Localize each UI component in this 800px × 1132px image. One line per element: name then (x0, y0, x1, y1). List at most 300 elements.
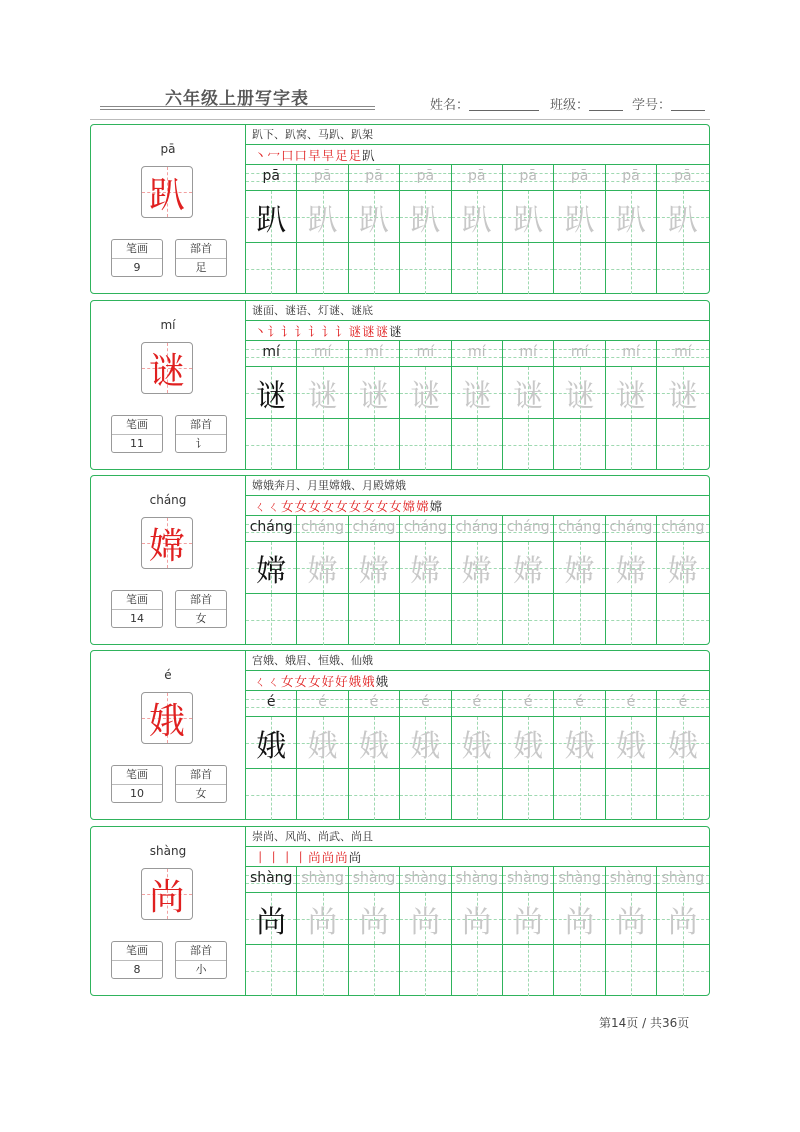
char-display: 尚 (148, 876, 185, 918)
practice-char: 娥 (667, 728, 698, 764)
practice-cell[interactable] (657, 341, 708, 470)
practice-char: 趴 (461, 202, 492, 238)
practice-char: 谜 (358, 378, 389, 414)
practice-char: 谜 (667, 378, 698, 414)
practice-pinyin: shàng (301, 870, 344, 886)
practice-grid (246, 867, 709, 996)
stroke-count-box (111, 941, 163, 979)
stroke-step: ㄑ (254, 674, 268, 689)
practice-char: 尚 (615, 904, 646, 940)
char-info-panel (91, 827, 246, 995)
stroke-step: 丶 (254, 148, 268, 163)
blank-writing-cell[interactable] (246, 419, 296, 470)
stroke-step: 丨 (281, 850, 295, 865)
practice-char: 谜 (410, 378, 441, 414)
practice-pinyin: shàng (661, 870, 705, 886)
stroke-final: 嫦 (429, 499, 444, 514)
blank-writing-cell[interactable] (349, 594, 399, 645)
blank-writing-cell[interactable] (349, 419, 399, 470)
stroke-count-value: 8 (133, 963, 141, 976)
practice-pinyin: é (266, 694, 276, 710)
practice-cell[interactable] (297, 867, 348, 996)
practice-char: 趴 (513, 202, 544, 238)
stroke-step: 口 (281, 148, 295, 163)
practice-cell[interactable] (606, 341, 657, 470)
page-title: 六年级上册写字表 (165, 89, 309, 109)
blank-writing-cell[interactable] (246, 945, 296, 996)
class-field[interactable] (550, 94, 623, 113)
stroke-step: 娥 (348, 674, 363, 689)
practice-char: 嫦 (513, 553, 544, 589)
practice-cell[interactable] (349, 691, 400, 820)
blank-writing-cell[interactable] (503, 945, 553, 996)
stroke-count-value: 9 (133, 261, 141, 274)
blank-writing-cell[interactable] (246, 243, 296, 294)
stroke-step: 尚 (308, 850, 322, 865)
stroke-step: 讠 (281, 324, 295, 339)
blank-writing-cell[interactable] (606, 594, 656, 645)
practice-cell[interactable] (606, 691, 657, 820)
stroke-step: 好 (321, 674, 336, 689)
practice-pinyin: mí (519, 344, 537, 360)
blank-writing-cell[interactable] (503, 243, 553, 294)
practice-pinyin: cháng (661, 519, 705, 535)
practice-cell[interactable] (297, 165, 348, 294)
practice-pinyin: cháng (455, 519, 499, 535)
char-display: 趴 (148, 174, 185, 216)
practice-cell[interactable] (246, 867, 297, 996)
blank-writing-cell[interactable] (400, 419, 450, 470)
blank-writing-cell[interactable] (452, 419, 502, 470)
char-display: 嫦 (148, 525, 185, 567)
practice-cell[interactable] (400, 867, 451, 996)
practice-cell[interactable] (657, 691, 708, 820)
practice-cell[interactable] (452, 341, 503, 470)
stroke-step: 冖 (267, 148, 282, 163)
practice-grid (246, 341, 709, 470)
char-pinyin: cháng (149, 493, 187, 507)
blank-writing-cell[interactable] (606, 419, 656, 470)
stroke-step: ㄑ (267, 499, 282, 514)
stroke-step: 好 (335, 674, 349, 689)
practice-pinyin: pā (674, 168, 692, 184)
blank-writing-cell[interactable] (554, 769, 604, 820)
practice-char: 尚 (307, 904, 338, 940)
practice-cell[interactable] (503, 165, 554, 294)
blank-writing-cell[interactable] (657, 769, 708, 820)
practice-cell[interactable] (297, 691, 348, 820)
practice-cell[interactable] (606, 516, 657, 645)
blank-writing-cell[interactable] (503, 769, 553, 820)
practice-pinyin: shàng (609, 870, 653, 886)
stroke-step: 女 (281, 674, 295, 689)
practice-cell[interactable] (554, 341, 605, 470)
blank-writing-cell[interactable] (400, 769, 450, 820)
blank-writing-cell[interactable] (297, 945, 347, 996)
stroke-step: 讠 (294, 324, 309, 339)
practice-cell[interactable] (657, 165, 708, 294)
practice-char: 尚 (256, 904, 287, 940)
student-id-field[interactable] (632, 94, 705, 113)
practice-pinyin: cháng (403, 519, 447, 535)
practice-cell[interactable] (657, 516, 708, 645)
practice-char: 尚 (410, 904, 441, 940)
radical-value: 女 (195, 612, 207, 625)
practice-grid (246, 691, 709, 820)
blank-writing-cell[interactable] (452, 594, 502, 645)
blank-writing-cell[interactable] (606, 769, 656, 820)
radical-box (175, 590, 227, 628)
practice-cell[interactable] (400, 516, 451, 645)
practice-cell[interactable] (452, 516, 503, 645)
class-label: 班级： (550, 98, 590, 113)
practice-char: 嫦 (410, 553, 441, 589)
practice-pinyin: cháng (609, 519, 653, 535)
practice-char: 尚 (461, 904, 492, 940)
practice-panel (246, 476, 709, 644)
practice-pinyin: mí (674, 344, 692, 360)
practice-cell[interactable] (657, 867, 708, 996)
stroke-step: 早 (321, 148, 336, 163)
practice-char: 趴 (256, 202, 287, 238)
practice-panel (246, 827, 709, 995)
practice-char: 嫦 (667, 553, 698, 589)
practice-pinyin: mí (622, 344, 640, 360)
radical-box (175, 415, 227, 453)
radical-label: 部首 (176, 591, 226, 610)
blank-writing-cell[interactable] (400, 243, 450, 294)
practice-pinyin: shàng (506, 870, 550, 886)
practice-cell[interactable] (554, 165, 605, 294)
name-blank[interactable] (469, 98, 539, 111)
stroke-step: 女 (348, 499, 363, 514)
char-display-box (141, 517, 193, 569)
practice-cell[interactable] (297, 341, 348, 470)
practice-cell[interactable] (452, 867, 503, 996)
stroke-step: 女 (321, 499, 336, 514)
stroke-step: 讠 (335, 324, 349, 339)
stroke-count-label: 笔画 (112, 766, 162, 785)
practice-pinyin: cháng (352, 519, 396, 535)
practice-cell[interactable] (503, 691, 554, 820)
practice-cell[interactable] (606, 867, 657, 996)
stroke-count-label: 笔画 (112, 416, 162, 435)
blank-writing-cell[interactable] (297, 769, 347, 820)
page-number: 第14页 / 共36页 (599, 1016, 690, 1030)
practice-char: 尚 (358, 904, 389, 940)
practice-cell[interactable] (400, 341, 451, 470)
char-display-box (141, 166, 193, 218)
practice-pinyin: mí (416, 344, 435, 360)
blank-writing-cell[interactable] (554, 243, 604, 294)
practice-cell[interactable] (246, 165, 297, 294)
blank-writing-cell[interactable] (657, 594, 708, 645)
title-underline (100, 106, 375, 107)
blank-writing-cell[interactable] (297, 243, 347, 294)
stroke-step: 女 (308, 499, 322, 514)
practice-char: 嫦 (307, 553, 338, 589)
stroke-count-value: 11 (130, 437, 144, 450)
radical-box (175, 941, 227, 979)
blank-writing-cell[interactable] (657, 243, 708, 294)
practice-cell[interactable] (349, 341, 400, 470)
blank-writing-cell[interactable] (606, 243, 656, 294)
blank-writing-cell[interactable] (297, 594, 347, 645)
stroke-count-box (111, 590, 163, 628)
stroke-step: 足 (335, 148, 349, 163)
blank-writing-cell[interactable] (349, 243, 399, 294)
blank-writing-cell[interactable] (400, 945, 450, 996)
char-display-box (141, 342, 193, 394)
practice-pinyin: é (318, 694, 327, 710)
stroke-step: 讠 (308, 324, 322, 339)
char-pinyin: shàng (149, 844, 187, 858)
stroke-step: 女 (294, 674, 309, 689)
stroke-step: 讠 (267, 324, 282, 339)
practice-pinyin: shàng (558, 870, 601, 886)
practice-cell[interactable] (503, 516, 554, 645)
example-words: 趴下、趴窝、马趴、趴架 (246, 125, 709, 145)
stroke-order-row (246, 847, 709, 867)
practice-char: 娥 (513, 728, 544, 764)
practice-cell[interactable] (246, 341, 297, 470)
stroke-step: 尚 (321, 850, 336, 865)
stroke-step: 女 (362, 499, 376, 514)
practice-pinyin: pā (262, 168, 280, 184)
stroke-step: 谜 (348, 324, 363, 339)
stroke-order-row (246, 145, 709, 165)
stroke-step: 女 (281, 499, 295, 514)
practice-char: 趴 (564, 202, 595, 238)
stroke-final: 尚 (348, 850, 363, 865)
practice-pinyin: pā (519, 168, 537, 184)
practice-pinyin: mí (262, 344, 280, 360)
practice-char: 趴 (307, 202, 338, 238)
practice-char: 娥 (564, 728, 595, 764)
example-words: 嫦娥奔月、月里嫦娥、月殿嫦娥 (246, 476, 709, 496)
practice-pinyin: cháng (301, 519, 345, 535)
practice-char: 谜 (513, 378, 544, 414)
name-field[interactable] (430, 94, 539, 113)
practice-char: 尚 (564, 904, 595, 940)
blank-writing-cell[interactable] (246, 594, 296, 645)
practice-char: 娥 (461, 728, 492, 764)
practice-char: 趴 (667, 202, 698, 238)
char-display: 谜 (148, 350, 185, 392)
practice-cell[interactable] (400, 165, 451, 294)
char-pinyin: pā (160, 142, 176, 156)
stroke-step: 足 (348, 148, 363, 163)
stroke-count-box (111, 765, 163, 803)
radical-box (175, 765, 227, 803)
blank-writing-cell[interactable] (400, 594, 450, 645)
blank-writing-cell[interactable] (349, 769, 399, 820)
stroke-count-label: 笔画 (112, 240, 162, 259)
radical-value: 讠 (195, 437, 207, 450)
char-info-panel (91, 476, 246, 644)
stroke-count-value: 10 (130, 787, 144, 800)
stroke-step: 丨 (254, 850, 268, 865)
practice-char: 趴 (615, 202, 646, 238)
header-divider (90, 119, 710, 120)
practice-cell[interactable] (452, 691, 503, 820)
blank-writing-cell[interactable] (452, 945, 502, 996)
practice-char: 嫦 (461, 553, 492, 589)
practice-pinyin: é (369, 694, 379, 710)
practice-pinyin: é (472, 694, 482, 710)
blank-writing-cell[interactable] (503, 594, 553, 645)
char-card (90, 124, 710, 294)
radical-value: 足 (195, 261, 207, 274)
practice-pinyin: shàng (352, 870, 396, 886)
practice-pinyin: mí (365, 344, 383, 360)
practice-pinyin: é (626, 694, 636, 710)
blank-writing-cell[interactable] (554, 594, 604, 645)
stroke-order-row (246, 321, 709, 341)
blank-writing-cell[interactable] (554, 945, 604, 996)
radical-label: 部首 (176, 942, 226, 961)
stroke-step: ㄑ (254, 499, 268, 514)
char-display: 娥 (148, 700, 185, 742)
blank-writing-cell[interactable] (246, 769, 296, 820)
practice-pinyin: é (523, 694, 533, 710)
practice-char: 谜 (461, 378, 492, 414)
blank-writing-cell[interactable] (452, 769, 502, 820)
practice-char: 娥 (307, 728, 338, 764)
practice-pinyin: cháng (249, 519, 293, 535)
blank-writing-cell[interactable] (452, 243, 502, 294)
practice-cell[interactable] (400, 691, 451, 820)
stroke-final: 娥 (375, 674, 390, 689)
practice-char: 趴 (410, 202, 441, 238)
practice-cell[interactable] (606, 165, 657, 294)
practice-char: 娥 (615, 728, 646, 764)
practice-pinyin: mí (468, 344, 486, 360)
char-display-box (141, 868, 193, 920)
practice-cell[interactable] (349, 867, 400, 996)
student-id-label: 学号： (632, 98, 672, 113)
char-card (90, 826, 710, 996)
stroke-step: 尚 (335, 850, 349, 865)
blank-writing-cell[interactable] (657, 419, 708, 470)
practice-pinyin: shàng (249, 870, 293, 886)
practice-cell[interactable] (554, 867, 605, 996)
char-card (90, 300, 710, 470)
practice-char: 嫦 (256, 553, 287, 589)
blank-writing-cell[interactable] (503, 419, 553, 470)
practice-char: 娥 (410, 728, 441, 764)
radical-box (175, 239, 227, 277)
practice-pinyin: pā (570, 168, 589, 184)
char-display-box (141, 692, 193, 744)
practice-grid (246, 516, 709, 645)
practice-pinyin: cháng (558, 519, 602, 535)
practice-cell[interactable] (554, 516, 605, 645)
radical-value: 女 (195, 787, 207, 800)
stroke-step: 讠 (321, 324, 336, 339)
practice-char: 娥 (358, 728, 389, 764)
practice-cell[interactable] (452, 165, 503, 294)
title-underline-2 (100, 109, 375, 110)
stroke-count-box (111, 415, 163, 453)
stroke-step: 女 (389, 499, 403, 514)
stroke-step: 嫦 (416, 499, 430, 514)
blank-writing-cell[interactable] (657, 945, 708, 996)
stroke-step: 女 (294, 499, 309, 514)
practice-cell[interactable] (246, 691, 297, 820)
practice-cell[interactable] (554, 691, 605, 820)
char-pinyin: é (164, 668, 172, 682)
practice-cell[interactable] (246, 516, 297, 645)
practice-char: 谜 (564, 378, 595, 414)
char-info-panel (91, 125, 246, 293)
class-blank[interactable] (589, 98, 623, 111)
stroke-final: 趴 (362, 148, 376, 163)
char-card (90, 650, 710, 820)
practice-char: 尚 (667, 904, 698, 940)
blank-writing-cell[interactable] (349, 945, 399, 996)
stroke-order-row (246, 671, 709, 691)
blank-writing-cell[interactable] (554, 419, 604, 470)
stroke-final: 谜 (389, 324, 403, 339)
practice-cell[interactable] (349, 165, 400, 294)
practice-pinyin: shàng (404, 870, 447, 886)
student-id-blank[interactable] (671, 98, 705, 111)
example-words: 崇尚、风尚、尚武、尚且 (246, 827, 709, 847)
radical-label: 部首 (176, 766, 226, 785)
practice-char: 娥 (256, 728, 287, 764)
stroke-step: 丶 (254, 324, 268, 339)
stroke-step: 谜 (362, 324, 376, 339)
stroke-step: ㄑ (267, 674, 282, 689)
practice-pinyin: pā (468, 168, 486, 184)
practice-char: 谜 (307, 378, 338, 414)
practice-cell[interactable] (297, 516, 348, 645)
practice-char: 嫦 (564, 553, 595, 589)
practice-pinyin: pā (313, 168, 332, 184)
example-words: 谜面、谜语、灯谜、谜底 (246, 301, 709, 321)
practice-cell[interactable] (349, 516, 400, 645)
stroke-step: 女 (308, 674, 322, 689)
practice-panel (246, 301, 709, 469)
stroke-count-box (111, 239, 163, 277)
blank-writing-cell[interactable] (606, 945, 656, 996)
stroke-step: 谜 (375, 324, 390, 339)
char-pinyin: mí (160, 318, 176, 332)
stroke-step: 丨 (294, 850, 309, 865)
practice-panel (246, 125, 709, 293)
practice-char: 谜 (256, 378, 287, 414)
practice-pinyin: pā (416, 168, 435, 184)
stroke-count-label: 笔画 (112, 942, 162, 961)
practice-pinyin: mí (570, 344, 589, 360)
blank-writing-cell[interactable] (297, 419, 347, 470)
char-card (90, 475, 710, 645)
practice-char: 趴 (358, 202, 389, 238)
practice-pinyin: pā (365, 168, 383, 184)
stroke-step: 口 (294, 148, 309, 163)
practice-pinyin: mí (313, 344, 332, 360)
char-info-panel (91, 651, 246, 819)
practice-char: 嫦 (615, 553, 646, 589)
stroke-count-value: 14 (130, 612, 144, 625)
practice-cell[interactable] (503, 341, 554, 470)
practice-char: 嫦 (358, 553, 389, 589)
practice-pinyin: é (678, 694, 688, 710)
radical-label: 部首 (176, 240, 226, 259)
stroke-order-row (246, 496, 709, 516)
practice-cell[interactable] (503, 867, 554, 996)
